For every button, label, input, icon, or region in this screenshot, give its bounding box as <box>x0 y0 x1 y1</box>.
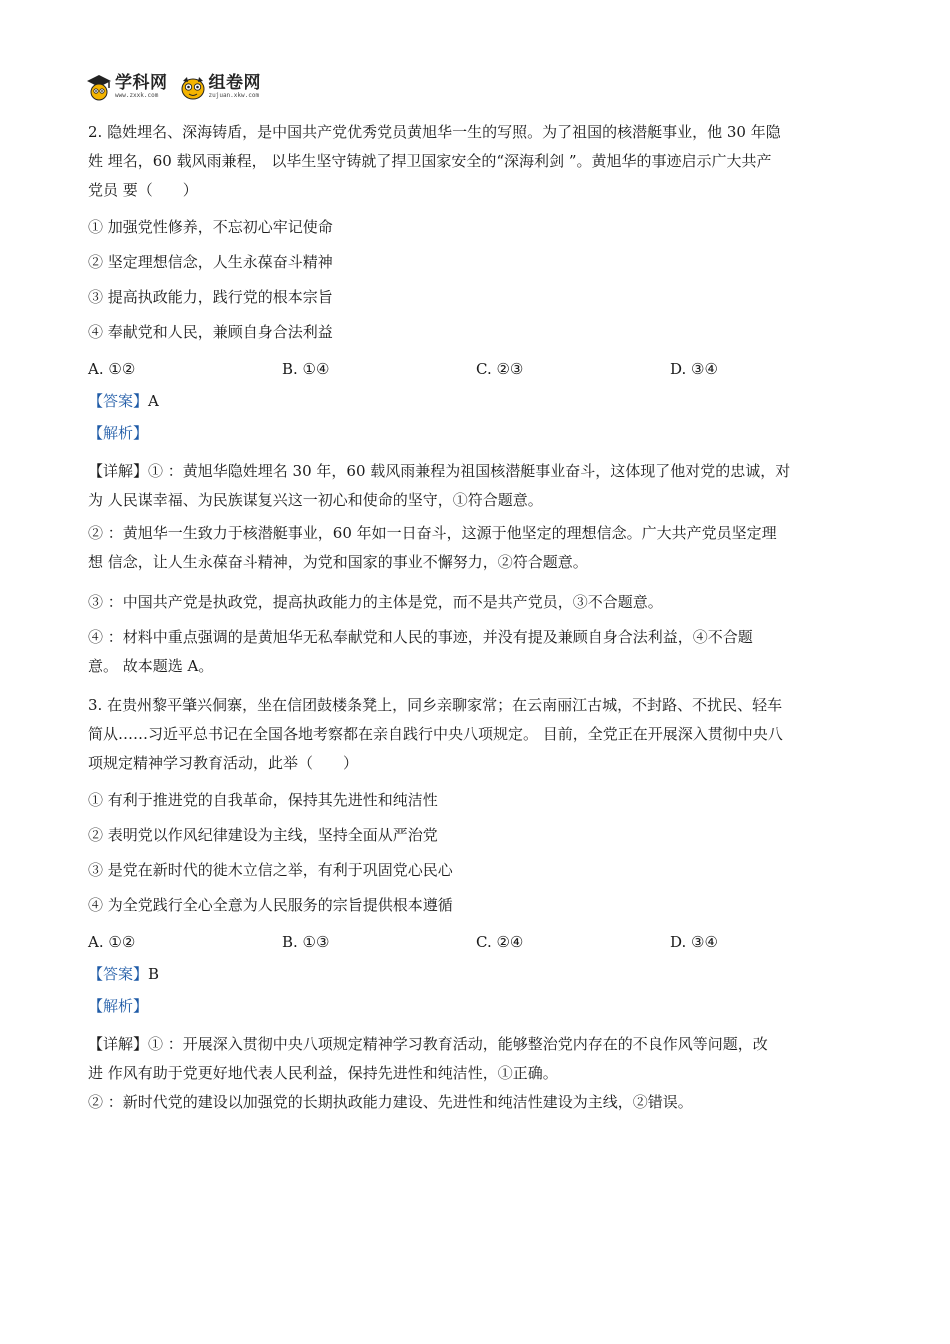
xuekewang-logo[interactable] <box>86 73 168 101</box>
question-2-detail-line <box>88 457 864 486</box>
answer-label: 【答案】 <box>88 392 149 410</box>
question-2-detail-line: ③ ：中国共产党是执政党，提高执政能力的主体是党，而不是共产党员，③不合题意。 <box>88 593 663 611</box>
logo1-url: www.zxxk.com <box>115 92 159 99</box>
question-3-option: ③ 是党在新时代的徙木立信之举，有利于巩固党心民心 <box>88 861 453 879</box>
question-2-detail-line: 为 人民谋幸福、为民族谋复兴这一初心和使命的坚守，①符合题意。 <box>88 491 543 509</box>
question-2-option: ③ 提高执政能力，践行党的根本宗旨 <box>88 288 333 306</box>
question-3-option: ② 表明党以作风纪律建设为主线，坚持全面从严治党 <box>88 826 438 844</box>
choice-b[interactable]: B. ①③ <box>282 933 330 951</box>
question-3-answer <box>88 964 864 984</box>
choice-a[interactable]: A. ①② <box>88 933 136 951</box>
header-logos <box>86 70 273 104</box>
analysis-label: 【解析】 <box>88 424 149 442</box>
analysis-label: 【解析】 <box>88 997 149 1015</box>
question-3-stem-line: 简从……习近平总书记在全国各地考察都在亲自践行中央八项规定。 目前，全党正在开展深入贯彻中央八 <box>88 725 783 743</box>
zujuanwang-logo[interactable] <box>180 73 262 101</box>
owl-icon <box>180 73 206 101</box>
question-3-option: ④ 为全党践行全心全意为人民服务的宗旨提供根本遵循 <box>88 896 453 914</box>
detail-text: ① ：黄旭华隐姓埋名 30 年，60 载风雨兼程为祖国核潜艇事业奋斗，这体现了他对党的忠诚，对 <box>148 462 791 480</box>
answer-label: 【答案】 <box>88 965 149 983</box>
question-2-detail-line: 想 信念，让人生永葆奋斗精神，为党和国家的事业不懈努力，②符合题意。 <box>88 553 588 571</box>
question-2-option: ④ 奉献党和人民，兼顾自身合法利益 <box>88 323 333 341</box>
question-3-detail-line: ② ：新时代党的建设以加强党的长期执政能力建设、先进性和纯洁性建设为主线，②错误。 <box>88 1093 693 1111</box>
answer-value: B <box>148 965 160 983</box>
graduate-cap-icon <box>86 73 112 101</box>
document-body <box>88 118 864 1117</box>
logo2-url: zujuan.xkw.com <box>208 92 260 99</box>
question-2-detail-line: ② ：黄旭华一生致力于核潜艇事业，60 年如一日奋斗，这源于他坚定的理想信念。广大共产党员坚定理 <box>88 524 777 542</box>
logo2-name: 组卷网 <box>208 73 261 93</box>
question-2-option: ① 加强党性修养，不忘初心牢记使命 <box>88 218 333 236</box>
question-2-stem-line: 2. 隐姓埋名、深海铸盾，是中国共产党优秀党员黄旭华一生的写照。为了祖国的核潜艇事业，他 30 年隐 <box>88 123 781 141</box>
question-2-stem-line: 党员 要（ ） <box>88 181 198 199</box>
question-2-detail-line: 意。 故本题选 A。 <box>88 657 214 675</box>
question-3-detail-line: 进 作风有助于党更好地代表人民利益，保持先进性和纯洁性，①正确。 <box>88 1064 558 1082</box>
detail-label: 【详解】 <box>88 1035 149 1053</box>
question-3-option: ① 有利于推进党的自我革命，保持其先进性和纯洁性 <box>88 791 438 809</box>
question-2-analysis <box>88 423 864 443</box>
question-2-detail-line: ④ ：材料中重点强调的是黄旭华无私奉献党和人民的事迹，并没有提及兼顾自身合法利益，④不合题 <box>88 628 753 646</box>
question-2-option: ② 坚定理想信念，人生永葆奋斗精神 <box>88 253 333 271</box>
choice-c[interactable]: C. ②④ <box>476 933 524 951</box>
question-2-answer <box>88 391 864 411</box>
question-3 <box>88 691 864 1117</box>
question-3-stem-line: 项规定精神学习教育活动，此举（ ） <box>88 754 359 772</box>
question-3-stem-line: 3. 在贵州黎平肇兴侗寨，坐在信团鼓楼条凳上，同乡亲聊家常；在云南丽江古城，不封路、不扰民、轻车 <box>88 696 783 714</box>
question-2 <box>88 118 864 681</box>
logo1-name: 学科网 <box>115 73 168 93</box>
detail-text: ① ：开展深入贯彻中央八项规定精神学习教育活动，能够整治党内存在的不良作风等问题，改 <box>148 1035 768 1053</box>
question-3-analysis <box>88 996 864 1016</box>
detail-label: 【详解】 <box>88 462 149 480</box>
choice-c[interactable]: C. ②③ <box>476 360 524 378</box>
answer-value: A <box>148 392 159 410</box>
choice-d[interactable]: D. ③④ <box>670 933 718 951</box>
choice-b[interactable]: B. ①④ <box>282 360 330 378</box>
question-3-detail-line <box>88 1030 864 1059</box>
question-2-choices <box>88 359 864 379</box>
choice-d[interactable]: D. ③④ <box>670 360 718 378</box>
choice-a[interactable]: A. ①② <box>88 360 136 378</box>
question-3-choices <box>88 932 864 952</box>
question-2-stem-line: 姓 埋名，60 载风雨兼程， 以毕生坚守铸就了捍卫国家安全的“深海利剑 ”。黄旭华的事迹启示广大共产 <box>88 152 772 170</box>
